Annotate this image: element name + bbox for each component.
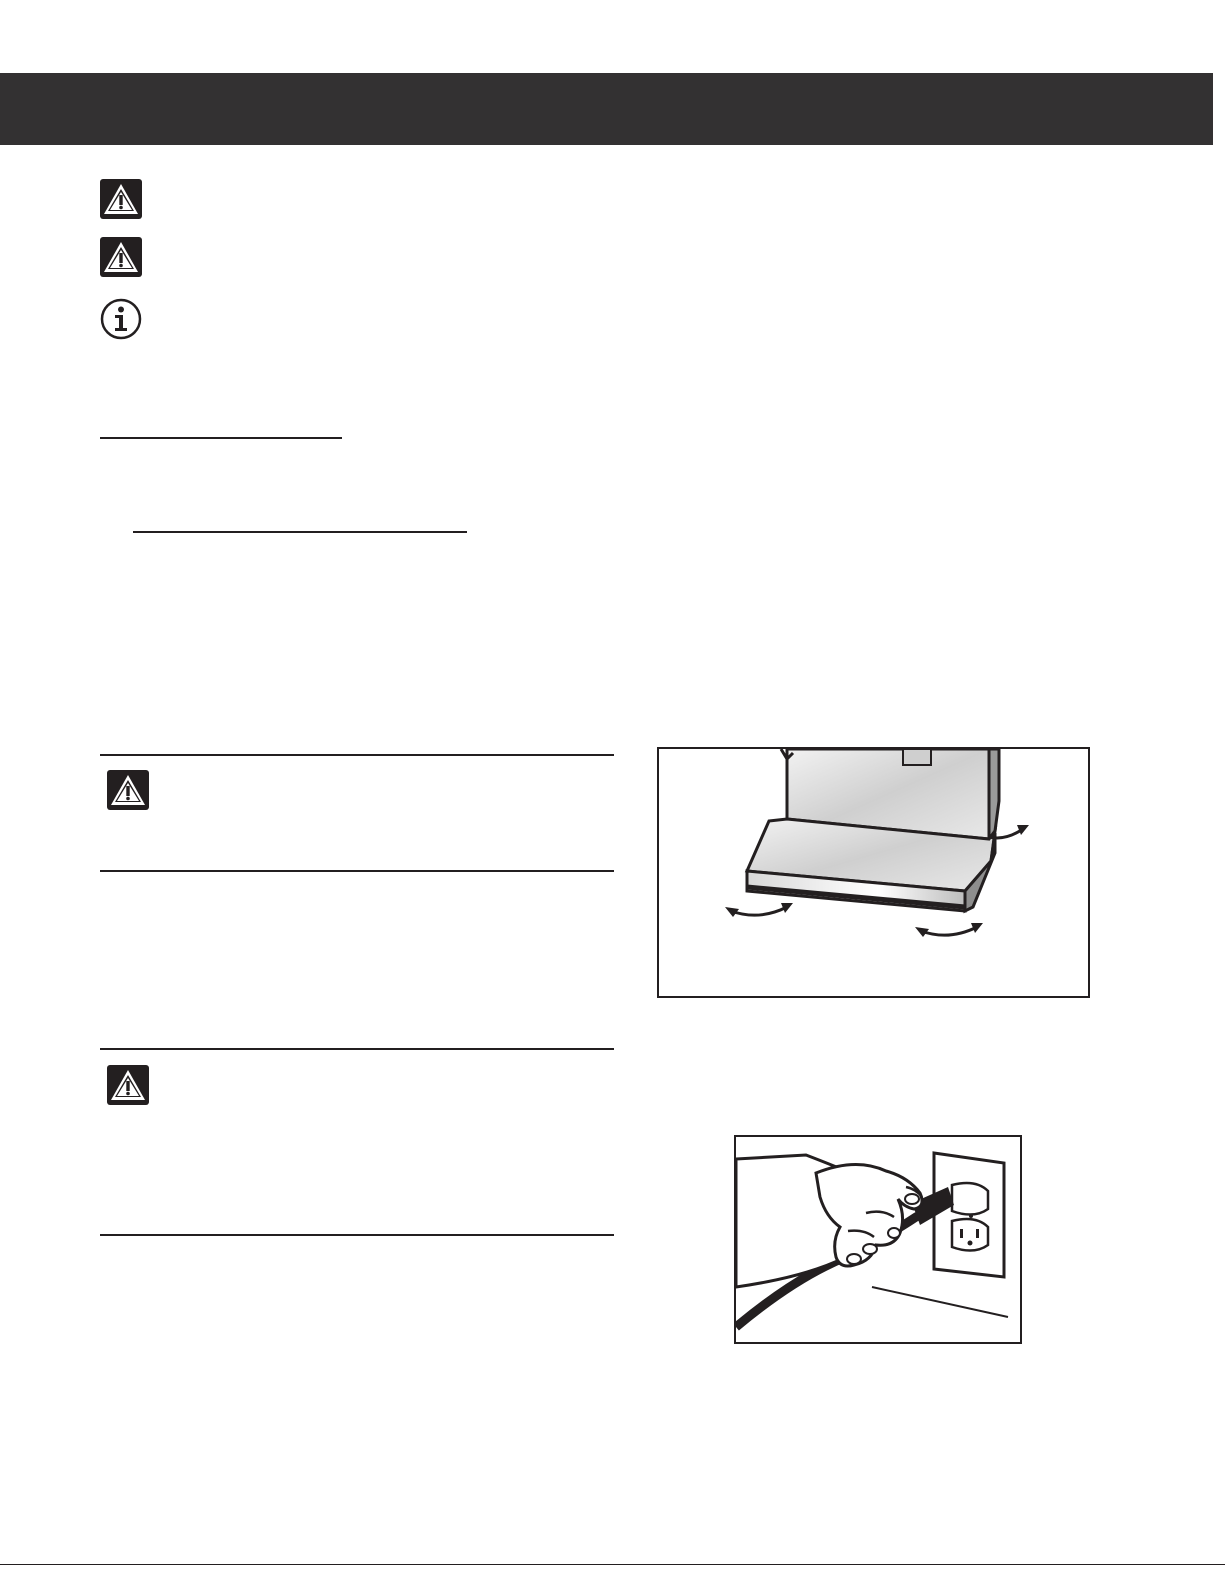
warning-icon [107,1065,149,1105]
warning-icon [100,179,142,219]
outlet-figure [734,1135,1022,1344]
caution-icon [100,237,142,277]
warning-box-bottom-rule [100,870,614,872]
footer-rule [0,1564,1225,1565]
header-bar [0,73,1213,145]
warning-box-top-rule [100,1048,614,1050]
warning-box-top-rule [100,754,614,756]
subsection-heading-underline [133,531,467,533]
section-heading-underline [100,437,342,439]
info-icon [100,298,142,340]
warning-icon [107,770,149,810]
warning-box-bottom-rule [100,1234,614,1236]
base-adjustment-figure [657,747,1090,998]
